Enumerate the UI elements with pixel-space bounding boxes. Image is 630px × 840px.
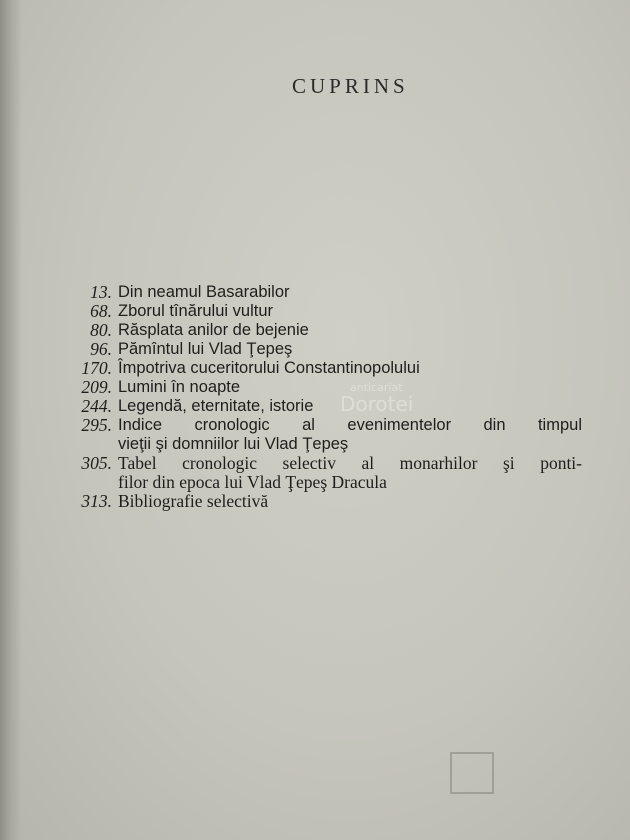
toc-title-line: Tabel cronologic selectiv al monarhilor şi ponti- — [118, 453, 582, 473]
toc-entry — [62, 340, 582, 359]
toc-title: Din neamul Basarabilor — [118, 283, 290, 301]
toc-page-number: 68. — [90, 301, 112, 321]
toc-entry — [62, 416, 582, 454]
watermark-large-text: Dorotei — [340, 392, 414, 416]
toc-page-number: 313. — [81, 491, 112, 511]
table-of-contents — [62, 283, 582, 511]
toc-page-number: 80. — [90, 320, 112, 340]
toc-entry — [62, 321, 582, 340]
toc-title: Zborul tînărului vultur — [118, 302, 273, 320]
toc-title: Răsplata anilor de bejenie — [118, 321, 309, 339]
toc-entry — [62, 454, 582, 492]
toc-title — [118, 454, 582, 492]
toc-title-line: filor din epoca lui Vlad Ţepeş Dracula — [118, 472, 387, 492]
toc-title: Împotriva cuceritorului Constantinopolului — [118, 359, 420, 377]
toc-page-number: 244. — [81, 396, 112, 416]
toc-page-number: 170. — [81, 358, 112, 378]
toc-title: Pămîntul lui Vlad Ţepeş — [118, 340, 293, 358]
toc-heading: CUPRINS — [292, 74, 409, 98]
toc-title-line: vieţii şi domniilor lui Vlad Ţepeş — [118, 435, 349, 453]
toc-entry — [62, 302, 582, 321]
toc-title: Legendă, eternitate, istorie — [118, 397, 314, 415]
toc-page-number: 305. — [81, 453, 112, 473]
toc-page-number: 96. — [90, 339, 112, 359]
toc-title: Bibliografie selectivă — [118, 491, 269, 511]
bleed-through-mark — [450, 752, 494, 794]
toc-title-line: Indice cronologic al evenimentelor din timpul — [118, 416, 582, 434]
toc-title — [118, 416, 582, 454]
toc-page-number: 209. — [81, 377, 112, 397]
toc-entry — [62, 397, 582, 416]
watermark-small-text: anticariat — [350, 381, 403, 394]
toc-page-number: 295. — [81, 415, 112, 435]
toc-page-number: 13. — [90, 282, 112, 302]
spine-shadow — [0, 0, 22, 840]
toc-title: Lumini în noapte — [118, 378, 241, 396]
toc-entry — [62, 378, 582, 397]
toc-entry — [62, 492, 582, 511]
toc-entry — [62, 283, 582, 302]
toc-entry — [62, 359, 582, 378]
